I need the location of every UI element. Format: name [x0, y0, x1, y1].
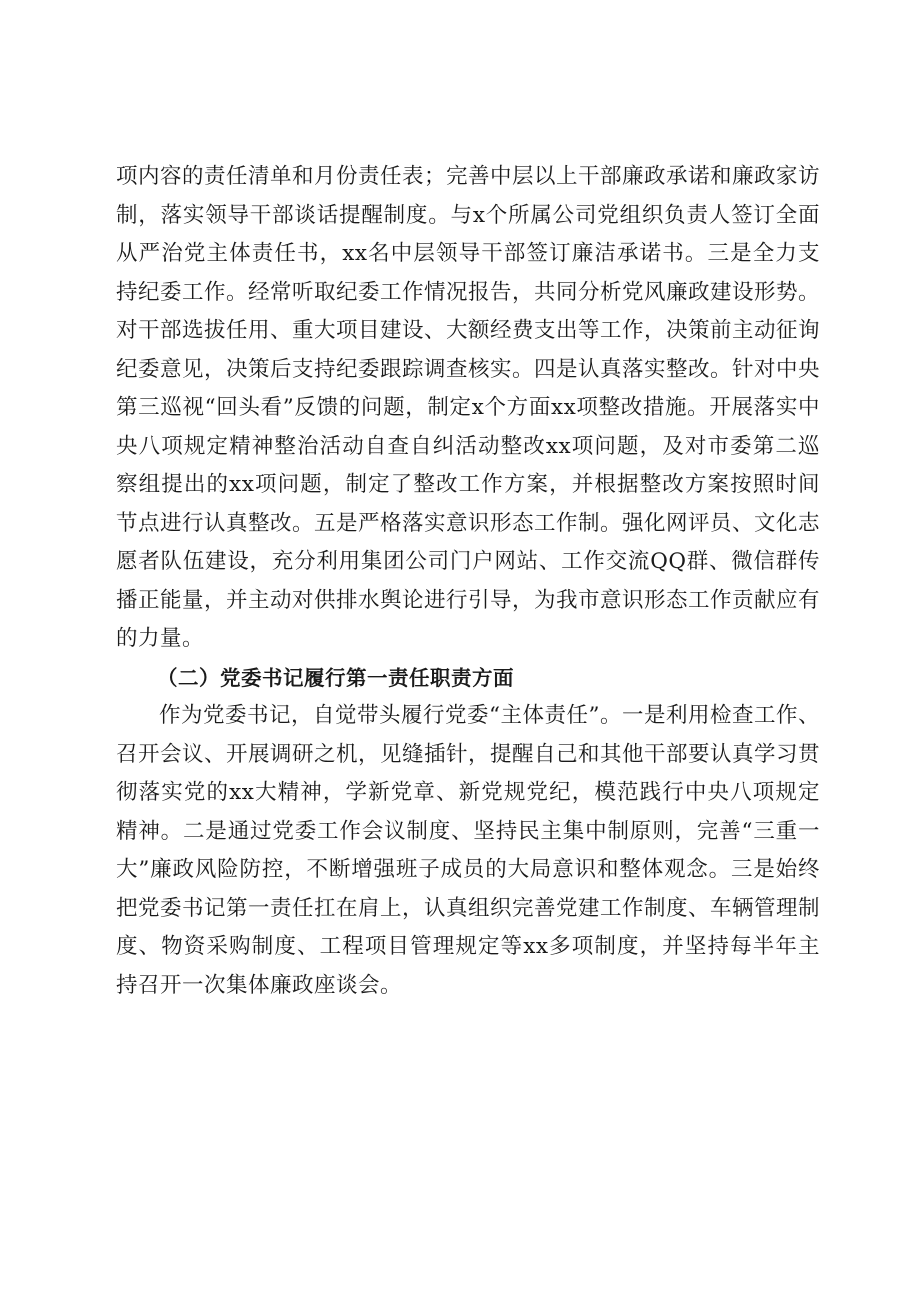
paragraph-2: 作为党委书记，自觉带头履行党委“主体责任”。一是利用检查工作、召开会议、开展调研之机，见缝插针，提醒自己和其他干部要认真学习贯彻落实党的xx大精神，学新党章、新党规党纪，模范践行中央八项规定精神。二是通过党委工作会议制度、坚持民主集中制原则，完善“三重一大”廉政风险防控，不断增强班子成员的大局意识和整体观念。三是始终把党委书记第一责任扛在肩上，认真组织完善党建工作制度、车辆管理制度、物资采购制度、工程项目管理规定等xx多项制度，并坚持每半年主持召开一次集体廉政座谈会。 [116, 703, 821, 998]
paragraph-1: 项内容的责任清单和月份责任表；完善中层以上干部廉政承诺和廉政家访制，落实领导干部谈话提醒制度。与x个所属公司党组织负责人签订全面从严治党主体责任书，xx名中层领导干部签订廉洁承诺书。三是全力支持纪委工作。经常听取纪委工作情况报告，共同分析党风廉政建设形势。对干部选拔任用、重大项目建设、大额经费支出等工作，决策前主动征询纪委意见，决策后支持纪委跟踪调查核实。四是认真落实整改。针对中央第三巡视“回头看”反馈的问题，制定x个方面xx项整改措施。开展落实中央八项规定精神整治活动自查自纠活动整改xx项问题，及对市委第二巡察组提出的xx项问题，制定了整改工作方案，并根据整改方案按照时间节点进行认真整改。五是严格落实意识形态工作制。强化网评员、文化志愿者队伍建设，充分利用集团公司门户网站、工作交流QQ群、微信群传播正能量，并主动对供排水舆论进行引导，为我市意识形态工作贡献应有的力量。 [116, 164, 821, 651]
section-heading: （二）党委书记履行第一责任职责方面 [157, 665, 514, 690]
document-body [116, 158, 820, 1005]
